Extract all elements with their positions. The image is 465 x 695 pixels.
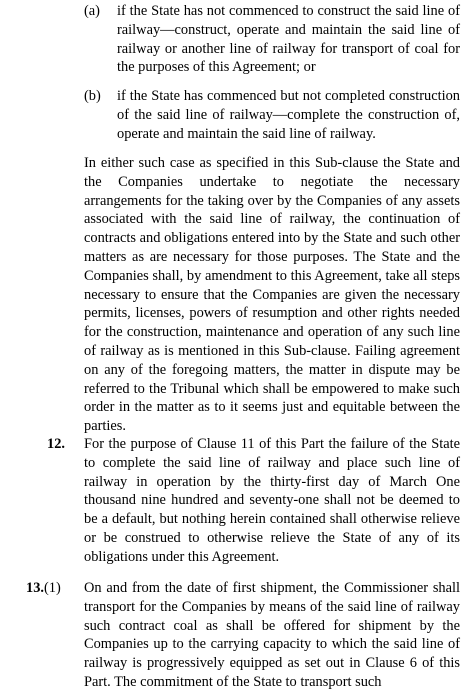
subclause-a: [84, 2, 460, 77]
subclause-label: (a): [84, 3, 100, 19]
continuation-paragraph: In either such case as specified in this Sub-clause the State and the Companies undertake to negotiate the necessary arrangements for the taking over by the Companies of any assets associated with the said line of railway, the continuation of contracts and obligations entered into by the State and such other matters as are necessary for those purposes. The State and the Companies shall, by amendment to this Agreement, take all steps necessary to ensure that the Companies are given the necessary permits, licenses, powers of resumption and other rights needed for the construction, maintenance and operation of any such line of railway as is mentioned in this Sub-clause. Failing agreement on any of the foregoing matters, the matter in dispute may be referred to the Tribunal which shall be empowered to make such order in the matter as to it seems just and equitable between the parties.: [84, 155, 460, 435]
clause-12: [0, 435, 460, 567]
subclause-label: (b): [84, 88, 101, 104]
subclause-b: [84, 87, 460, 143]
subclause-text: if the State has not commenced to construct the said line of railway—construct, operate and maintain the said line of railway or another line of railway for transport of coal for the purposes of this Agreement; or: [117, 3, 460, 76]
clause-number-main: 13.: [26, 580, 44, 596]
clause-sub-number: (1): [44, 580, 61, 596]
clause-number: 12.: [47, 436, 65, 452]
subclause-text: if the State has commenced but not completed construction of the said line of railway—complete the construction of, operate and maintain the said line of railway.: [117, 88, 460, 142]
clause-text: For the purpose of Clause 11 of this Part the failure of the State to complete the said line of railway and place such line of railway in operation by the thirty-first day of March One thousand nine hundred and seventy-one shall not be deemed to be a default, but nothing herein contained shall otherwise relieve or be construed to otherwise relieve the State of any of its obligations under this Agreement.: [84, 436, 460, 565]
clause-text: On and from the date of first shipment, the Commissioner shall transport for the Companies by means of the said line of railway such contract coal as shall be offered for shipment by the Companies up to the carrying capacity to which the said line of railway is progressively equipped as set out in Clause 6 of this Part. The commitment of the State to transport such: [84, 580, 460, 690]
clause-number: [26, 579, 61, 598]
clause-13: [0, 579, 460, 692]
